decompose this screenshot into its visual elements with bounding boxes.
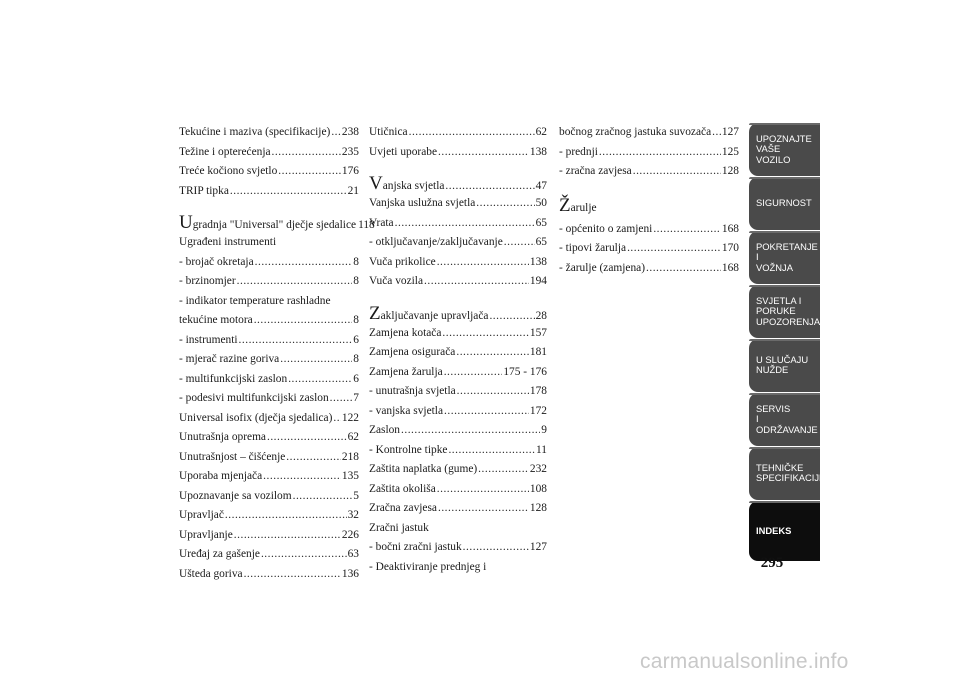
dot-leader bbox=[476, 194, 534, 214]
chapter-tab-label: UPOZNAJTE bbox=[756, 132, 812, 144]
chapter-tab[interactable] bbox=[749, 231, 820, 284]
dot-leader bbox=[293, 487, 353, 507]
index-entry bbox=[369, 499, 547, 519]
entry-title: Ušteda goriva bbox=[179, 567, 243, 580]
entry-page: 28 bbox=[535, 309, 547, 322]
entry-title: Zaštita okoliša bbox=[369, 482, 436, 495]
dot-leader bbox=[437, 480, 529, 500]
dot-leader bbox=[442, 324, 528, 344]
index-entry bbox=[179, 331, 359, 351]
index-entry bbox=[369, 214, 547, 234]
entry-title: - instrumenti bbox=[179, 333, 238, 346]
entry-page: 181 bbox=[529, 346, 547, 358]
entry-page: 47 bbox=[535, 180, 547, 192]
entry-page: 8 bbox=[353, 255, 359, 268]
entry-page: 128 bbox=[529, 502, 547, 514]
index-column-3 bbox=[559, 123, 739, 278]
entry-page: 8 bbox=[353, 353, 359, 365]
chapter-tab-label: UPOZORENJA bbox=[756, 315, 821, 327]
entry-page: 32 bbox=[347, 509, 359, 521]
entry-title: Zaslon bbox=[369, 424, 401, 436]
chapter-tab-label: VOZILO bbox=[756, 153, 791, 165]
index-entry bbox=[179, 272, 359, 292]
chapter-tab-label: INDEKS bbox=[756, 524, 792, 536]
entry-page: 238 bbox=[341, 126, 359, 138]
index-entry bbox=[179, 409, 359, 429]
chapter-tab[interactable] bbox=[749, 501, 820, 561]
index-entry bbox=[179, 143, 359, 163]
chapter-tab[interactable] bbox=[749, 177, 820, 230]
entry-title: Zamjena kotača bbox=[369, 326, 442, 339]
index-letter-heading bbox=[369, 296, 547, 324]
index-letter-heading bbox=[369, 166, 547, 194]
page-number: 295 bbox=[760, 555, 784, 571]
entry-title: - multifunkcijski zaslon bbox=[179, 372, 288, 385]
entry-title: - brojač okretaja bbox=[179, 255, 254, 268]
index-entry bbox=[179, 565, 359, 585]
index-column-2 bbox=[369, 123, 547, 577]
entry-title: - Kontrolne tipke bbox=[369, 443, 448, 456]
index-entry bbox=[179, 311, 359, 331]
dot-leader bbox=[599, 143, 721, 163]
entry-title: - bočni zračni jastuk bbox=[369, 541, 462, 553]
dot-leader bbox=[448, 441, 535, 461]
entry-page: 232 bbox=[529, 463, 547, 475]
entry-title: Unutrašnjost – čišćenje bbox=[179, 450, 286, 463]
entry-title: Treće kočiono svjetlo bbox=[179, 165, 278, 177]
index-column-1 bbox=[179, 123, 375, 584]
index-entry-text: - indikator temperature rashladne bbox=[179, 294, 331, 307]
entry-title: Upravljanje bbox=[179, 528, 233, 541]
index-entry bbox=[369, 538, 547, 558]
heading-rest: anjska svjetla bbox=[382, 180, 445, 192]
heading-rest: arulje bbox=[570, 201, 597, 214]
dot-leader bbox=[646, 259, 721, 279]
dot-leader bbox=[254, 311, 353, 331]
index-entry-text: Ugrađeni instrumenti bbox=[179, 236, 277, 248]
chapter-tab-label: NUŽDE bbox=[756, 364, 789, 376]
index-entry bbox=[179, 350, 359, 370]
index-entry bbox=[179, 545, 359, 565]
tab-highlight bbox=[749, 501, 820, 503]
dot-leader bbox=[239, 331, 353, 351]
entry-title: Vuča prikolice bbox=[369, 255, 436, 268]
index-entry bbox=[369, 143, 547, 163]
entry-page: 176 bbox=[341, 165, 359, 177]
entry-title: Uporaba mjenjača bbox=[179, 470, 263, 482]
dot-leader bbox=[437, 253, 529, 273]
index-entry bbox=[179, 487, 359, 507]
heading-initial: Ž bbox=[559, 194, 571, 216]
index-entry bbox=[369, 194, 547, 214]
chapter-tab-label: POKRETANJE bbox=[756, 240, 818, 252]
entry-page: 127 bbox=[529, 541, 547, 553]
dot-leader bbox=[478, 460, 529, 480]
dot-leader bbox=[627, 239, 721, 259]
entry-title: Uvjeti uporabe bbox=[369, 145, 438, 158]
index-entry bbox=[179, 506, 359, 526]
dot-leader bbox=[225, 506, 347, 526]
chapter-tab[interactable] bbox=[749, 393, 820, 446]
tab-highlight bbox=[749, 177, 820, 179]
index-entry bbox=[559, 162, 739, 182]
chapter-tab-label: VOŽNJA bbox=[756, 261, 793, 273]
entry-title: - mjerač razine goriva bbox=[179, 353, 280, 365]
index-entry-text: - Deaktiviranje prednjeg i bbox=[369, 560, 487, 573]
index-entry bbox=[179, 448, 359, 468]
heading-rest: gradnja "Universal" dječje sjedalice bbox=[192, 219, 357, 231]
entry-page: 127 bbox=[721, 126, 739, 138]
entry-page: 65 bbox=[535, 236, 547, 248]
entry-page: 122 bbox=[341, 411, 359, 424]
chapter-tab-label: SERVIS bbox=[756, 402, 791, 414]
chapter-tab-label: U SLUČAJU bbox=[756, 353, 809, 365]
chapter-tab[interactable] bbox=[749, 285, 820, 338]
heading-initial: U bbox=[179, 212, 193, 233]
entry-page: 194 bbox=[529, 275, 547, 287]
dot-leader bbox=[424, 272, 529, 292]
entry-page: 226 bbox=[341, 528, 359, 541]
chapter-tab-label: I bbox=[756, 413, 759, 424]
index-entry bbox=[179, 428, 359, 448]
entry-page: 6 bbox=[353, 333, 359, 346]
heading-initial: V bbox=[369, 173, 383, 194]
entry-page: 11 bbox=[536, 443, 547, 456]
index-entry bbox=[179, 123, 359, 143]
dot-leader bbox=[504, 233, 535, 253]
index-entry bbox=[369, 253, 547, 273]
chapter-tab[interactable] bbox=[749, 447, 826, 500]
dot-leader bbox=[463, 538, 529, 558]
entry-page: 172 bbox=[529, 404, 547, 417]
entry-page: 168 bbox=[721, 261, 739, 274]
chapter-tab-label: I bbox=[756, 251, 759, 262]
dot-leader bbox=[280, 350, 352, 370]
index-entry-text: Zračni jastuk bbox=[369, 521, 429, 534]
entry-page: 170 bbox=[721, 242, 739, 254]
tab-highlight bbox=[749, 393, 820, 395]
dot-leader bbox=[444, 402, 529, 422]
entry-title: Težine i opterećenja bbox=[179, 145, 271, 158]
index-letter-heading bbox=[179, 205, 375, 233]
entry-title: Zamjena žarulja bbox=[369, 365, 443, 378]
tab-highlight bbox=[749, 123, 820, 125]
heading-rest: aključavanje upravljača bbox=[380, 309, 489, 322]
dot-leader bbox=[288, 370, 352, 390]
entry-page: 138 bbox=[529, 255, 547, 268]
chapter-tab-bar bbox=[749, 123, 826, 563]
entry-page: 168 bbox=[721, 222, 739, 235]
entry-page: 118 bbox=[358, 219, 375, 231]
index-entry bbox=[179, 370, 359, 390]
index-entry bbox=[179, 389, 359, 409]
entry-title: Uređaj za gašenje bbox=[179, 548, 260, 560]
dot-leader bbox=[331, 123, 341, 143]
index-entry bbox=[369, 402, 547, 422]
dot-leader bbox=[438, 143, 529, 163]
dot-leader bbox=[278, 162, 341, 182]
index-entry bbox=[369, 324, 547, 344]
index-entry bbox=[369, 441, 547, 461]
entry-title: - unutrašnja svjetla bbox=[369, 385, 456, 397]
index-entry bbox=[559, 143, 739, 163]
entry-page: 65 bbox=[535, 216, 547, 229]
dot-leader bbox=[653, 220, 721, 240]
entry-page: 9 bbox=[541, 424, 547, 436]
entry-page: 108 bbox=[529, 482, 547, 495]
index-entry bbox=[559, 239, 739, 259]
entry-title: Universal isofix (dječja sjedalica) bbox=[179, 411, 333, 424]
entry-title: Zamjena osigurača bbox=[369, 346, 456, 358]
dot-leader bbox=[234, 526, 341, 546]
entry-page: 136 bbox=[341, 567, 359, 580]
entry-title: Vrata bbox=[369, 216, 394, 229]
dot-leader bbox=[267, 428, 347, 448]
entry-page: 178 bbox=[529, 385, 547, 397]
entry-title: - žarulje (zamjena) bbox=[559, 261, 646, 274]
entry-page: 5 bbox=[353, 489, 359, 502]
entry-title: - otključavanje/zaključavanje bbox=[369, 236, 503, 248]
dot-leader bbox=[395, 214, 535, 234]
entry-page: 7 bbox=[353, 392, 359, 404]
entry-title: - vanjska svjetla bbox=[369, 404, 444, 417]
dot-leader bbox=[633, 162, 721, 182]
entry-title: Zračna zavjesa bbox=[369, 502, 437, 514]
entry-title: - zračna zavjesa bbox=[559, 165, 632, 177]
tab-highlight bbox=[749, 285, 820, 287]
entry-page: 62 bbox=[347, 431, 359, 443]
dot-leader bbox=[244, 565, 341, 585]
entry-title: Utičnica bbox=[369, 126, 408, 138]
heading-initial: Z bbox=[369, 302, 381, 324]
entry-title: Zaštita naplatka (gume) bbox=[369, 463, 478, 475]
dot-leader bbox=[330, 389, 353, 409]
dot-leader bbox=[438, 499, 529, 519]
dot-leader bbox=[401, 421, 540, 441]
dot-leader bbox=[333, 409, 341, 429]
entry-title: TRIP tipka bbox=[179, 184, 229, 197]
entry-page: 21 bbox=[347, 184, 359, 197]
entry-title: Upravljač bbox=[179, 509, 224, 521]
entry-page: 128 bbox=[721, 165, 739, 177]
chapter-tab-label: SIGURNOST bbox=[756, 197, 812, 208]
entry-page: 135 bbox=[341, 470, 359, 482]
index-entry bbox=[179, 182, 359, 202]
entry-page: 157 bbox=[529, 326, 547, 339]
entry-page: 8 bbox=[353, 275, 359, 287]
dot-leader bbox=[286, 448, 341, 468]
entry-page: 63 bbox=[347, 548, 359, 560]
dot-leader bbox=[230, 182, 347, 202]
dot-leader bbox=[261, 545, 347, 565]
index-entry bbox=[179, 526, 359, 546]
entry-title: bočnog zračnog jastuka suvozača bbox=[559, 126, 712, 138]
index-entry bbox=[369, 382, 547, 402]
entry-title: - općenito o zamjeni bbox=[559, 222, 653, 235]
index-entry bbox=[559, 123, 739, 143]
index-entry bbox=[559, 220, 739, 240]
tab-highlight bbox=[749, 447, 820, 449]
index-entry bbox=[559, 259, 739, 279]
entry-title: Vuča vozila bbox=[369, 275, 424, 287]
chapter-tab-label: SPECIFIKACIJE bbox=[756, 472, 826, 484]
dot-leader bbox=[444, 363, 503, 383]
dot-leader bbox=[409, 123, 535, 143]
entry-title: Unutrašnja oprema bbox=[179, 431, 266, 443]
chapter-tab-label: SVJETLA I bbox=[756, 294, 802, 306]
chapter-tab[interactable] bbox=[749, 123, 820, 176]
entry-page: 125 bbox=[721, 145, 739, 158]
index-entry bbox=[179, 467, 359, 487]
entry-title: tekućine motora bbox=[179, 314, 253, 326]
dot-leader bbox=[456, 343, 529, 363]
entry-title: - brzinomjer bbox=[179, 275, 236, 287]
entry-page: 8 bbox=[353, 314, 359, 326]
index-entry bbox=[369, 480, 547, 500]
dot-leader bbox=[255, 253, 353, 273]
entry-page: 218 bbox=[341, 450, 359, 463]
entry-title: - prednji bbox=[559, 145, 598, 158]
chapter-tab-label: PORUKE bbox=[756, 305, 796, 316]
entry-title: - tipovi žarulja bbox=[559, 242, 627, 254]
chapter-tab[interactable] bbox=[749, 339, 820, 392]
entry-page: 138 bbox=[529, 145, 547, 158]
entry-page: 50 bbox=[535, 197, 547, 209]
index-entry bbox=[369, 460, 547, 480]
dot-leader bbox=[712, 123, 721, 143]
index-entry bbox=[369, 123, 547, 143]
tab-highlight bbox=[749, 231, 820, 233]
index-entry bbox=[369, 343, 547, 363]
dot-leader bbox=[457, 382, 529, 402]
index-entry bbox=[369, 363, 547, 383]
dot-leader bbox=[263, 467, 341, 487]
index-entry bbox=[179, 162, 359, 182]
entry-title: Upoznavanje sa vozilom bbox=[179, 489, 292, 502]
entry-title: Vanjska uslužna svjetla bbox=[369, 197, 476, 209]
chapter-tab-label: ODRŽAVANJE bbox=[756, 423, 818, 435]
chapter-tab-label: TEHNIČKE bbox=[756, 461, 804, 473]
watermark-text: carmanualsonline.info bbox=[640, 650, 849, 673]
entry-title: Tekućine i maziva (specifikacije) bbox=[179, 126, 331, 138]
index-entry bbox=[369, 421, 547, 441]
entry-page: 62 bbox=[535, 126, 547, 138]
index-entry bbox=[369, 233, 547, 253]
dot-leader bbox=[272, 143, 341, 163]
index-entry bbox=[179, 253, 359, 273]
chapter-tab-label: VAŠE bbox=[756, 143, 781, 154]
entry-page: 6 bbox=[353, 372, 359, 385]
entry-page: 235 bbox=[341, 145, 359, 158]
index-entry bbox=[369, 272, 547, 292]
entry-page: 175 - 176 bbox=[503, 365, 547, 378]
tab-highlight bbox=[749, 339, 820, 341]
index-letter-heading bbox=[559, 186, 739, 220]
entry-title: - podesivi multifunkcijski zaslon bbox=[179, 392, 329, 404]
dot-leader bbox=[237, 272, 353, 292]
